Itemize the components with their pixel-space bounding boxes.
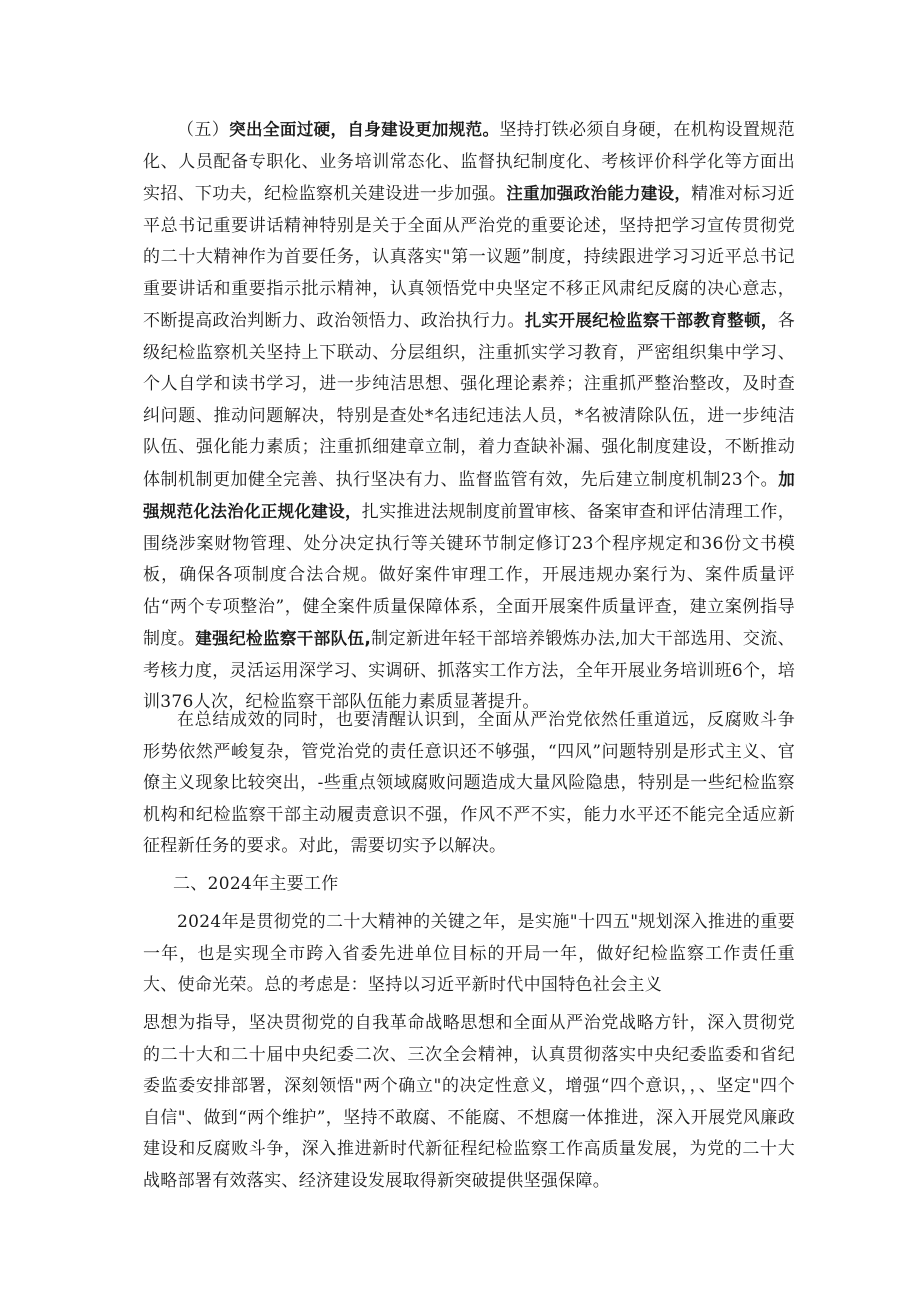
subheading-political-ability: 注重加强政治能力建设， <box>506 184 692 203</box>
section-heading: 突出全面过硬，自身建设更加规范。 <box>229 120 500 139</box>
paragraph-text: 各级纪检监察机关坚持上下联动、分层组织，注重抓实学习教育，严密组织集中学习、个人自学和读书学习，进一步纯洁思想、强化理论素养；注重抓严整治整改，及时查纠问题、推动问题解决，特别是查处*名违纪违法人员，*名被清除队伍，进一步纯洁队伍、强化能力素质；注重抓细建章立制，着力查缺补漏、强化制度建设，不断推动体制机制更加健全完善、执行坚决有力、监督监管有效，先后建立制度机制23个。 <box>143 311 795 490</box>
subheading-education-rectification: 扎实开展纪检监察干部教育整顿， <box>524 311 778 330</box>
section-heading-2024: 二、2024年主要工作 <box>173 874 339 894</box>
paragraph-shortcomings: 在总结成效的同时，也要清醒认识到，全面从严治党依然任重道远，反腐败斗争形势依然严峻复杂，管党治党的责任意识还不够强，“四风”问题特别是形式主义、官僚主义现象比较突出，-些重点领域腐败问题造成大量风险隐患，特别是一些纪检监察机构和纪检监察干部主动履责意识不强，作风不严不实，能力水平还不能完全适应新征程新任务的要求。对此，需要切实予以解决。 <box>143 710 795 856</box>
subheading-standardization: 加强规范化法治化正规化建设， <box>143 469 795 521</box>
section-number: （五） <box>177 120 230 140</box>
paragraph-text: 制定新进年轻干部培养锻炼办法,加大干部选用、交流、考核力度，灵活运用深学习、实调研、抓落实工作方法，全年开展业务培训班6个，培训376人次，纪检监察干部队伍能力素质显著提升。 <box>143 629 795 712</box>
paragraph-text: 坚持打铁必须自身硬，在机构设置规范化、人员配备专职化、业务培训常态化、监督执纪制度化、考核评价科学化等方面出实招、下功夫，纪检监察机关建设进一步加强。 <box>143 120 795 204</box>
paragraph-guiding-thought: 思想为指导，坚决贯彻党的自我革命战略思想和全面从严治党战略方针，深入贯彻党的二十大和二十届中央纪委二次、三次全会精神，认真贯彻落实中央纪委监委和省纪委监委安排部署，深刻领悟"两个确立"的决定性意义，增强“四个意识，，、坚定"四个自信"、做到“两个维护”，坚持不敢腐、不能腐、不想腐一体推进，深入开展党风廉政建设和反腐败斗争，深入推进新时代新征程纪检监察工作高质量发展，为党的二十大战略部署有效落实、经济建设发展取得新突破提供坚强保障。 <box>143 1013 795 1191</box>
paragraph-2024-overview: 2024年是贯彻党的二十大精神的关键之年，是实施"十四五"规划深入推进的重要一年，也是实现全市跨入省委先进单位目标的开局一年，做好纪检监察工作责任重大、使命光荣。总的考虑是：坚持以习近平新时代中国特色社会主义 <box>143 912 795 995</box>
paragraph-text: 扎实推进法规制度前置审核、备案审查和评估清理工作，围绕涉案财物管理、处分决定执行等关键环节制定修订23个程序规定和36份文书模板，确保各项制度合法合规。做好案件审理工作，开展违规办案行为、案件质量评估“两个专项整治”，健全案件质量保障体系，全面开展案件质量评查，建立案例指导制度。 <box>143 502 796 649</box>
subheading-cadre-team: 建强纪检监察干部队伍, <box>195 629 372 648</box>
paragraph-text: 精准对标习近平总书记重要讲话精神特别是关于全面从严治党的重要论述，坚持把学习宣传贯彻党的二十大精神作为首要任务，认真落实"第一议题”制度，持续跟进学习习近平总书记重要讲话和重要指示批示精神，认真领悟党中央坚定不移正风肃纪反腐的决心意志，不断提高政治判断力、政治领悟力、政治执行力。 <box>143 184 795 331</box>
paragraph-self-construction <box>143 114 795 719</box>
